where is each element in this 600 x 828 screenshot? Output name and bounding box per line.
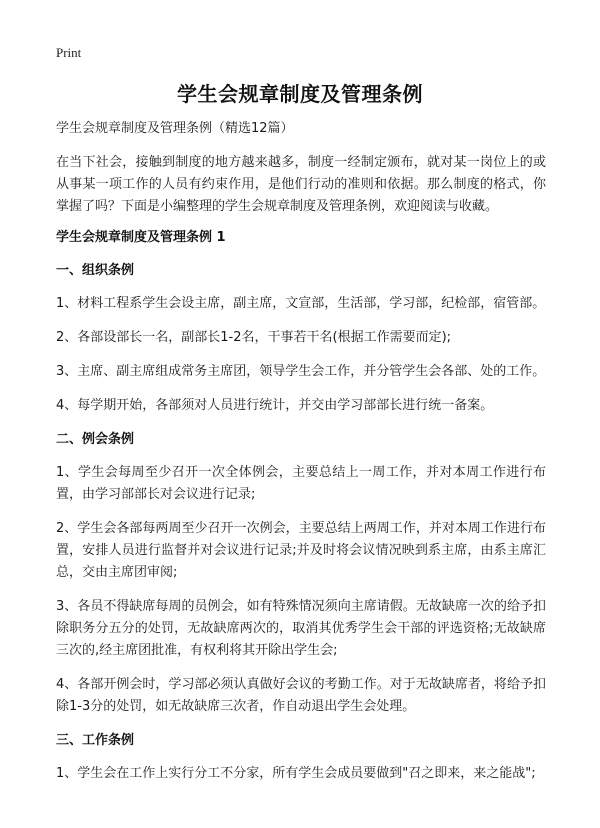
list-item: 1、学生会在工作上实行分工不分家，所有学生会成员要做到"召之即来，来之能战"; (56, 766, 536, 781)
list-item: 4、各部开例会时，学习部必须认真做好会议的考勤工作。对于无故缺席者，将给予扣除1-3分的处罚，如无故缺席三次者，作自动退出学生会处理。 (56, 677, 546, 714)
document-title: 学生会规章制度及管理条例 (177, 82, 423, 106)
document-subtitle: 学生会规章制度及管理条例（精选12篇） (56, 121, 294, 136)
list-item: 3、各员不得缺席每周的员例会，如有特殊情况须向主席请假。无故缺席一次的给予扣除职务分五分的处罚，无故缺席两次的，取消其优秀学生会干部的评选资格;无故缺席三次的,经主席团批准，有权利将其开除出学生会; (56, 599, 546, 658)
list-item: 1、材料工程系学生会设主席，副主席，文宣部，生活部，学习部，纪检部，宿管部。 (56, 296, 546, 311)
section-heading: 一、组织条例 (56, 263, 135, 278)
section-heading: 二、例会条例 (56, 432, 135, 447)
list-item: 2、学生会各部每两周至少召开一次例会，主要总结上两周工作，并对本周工作进行布置，安排人员进行监督并对会议进行记录;并及时将会议情况映到系主席，由系主席汇总，交由主席团审阅; (56, 521, 546, 580)
print-link[interactable]: Print (56, 45, 82, 60)
list-item: 3、主席、副主席组成常务主席团，领导学生会工作，并分管学生会各部、处的工作。 (56, 364, 546, 379)
article-heading: 学生会规章制度及管理条例 1 (56, 230, 226, 245)
list-item: 1、学生会每周至少召开一次全体例会，主要总结上一周工作，并对本周工作进行布置，由学习部部长对会议进行记录; (56, 465, 546, 502)
section-heading: 三、工作条例 (56, 733, 135, 748)
intro-paragraph: 在当下社会，接触到制度的地方越来越多，制度一经制定颁布，就对某一岗位上的或从事某一项工作的人员有约束作用，是他们行动的准则和依据。那么制度的格式，你掌握了吗？下面是小编整理的学生会规章制度及管理条例，欢迎阅读与收藏。 (56, 155, 546, 214)
list-item: 4、每学期开始，各部须对人员进行统计，并交由学习部部长进行统一备案。 (56, 398, 494, 413)
list-item: 2、各部设部长一名，副部长1-2名，干事若干名(根据工作需要而定); (56, 330, 452, 345)
document-body (56, 118, 546, 797)
